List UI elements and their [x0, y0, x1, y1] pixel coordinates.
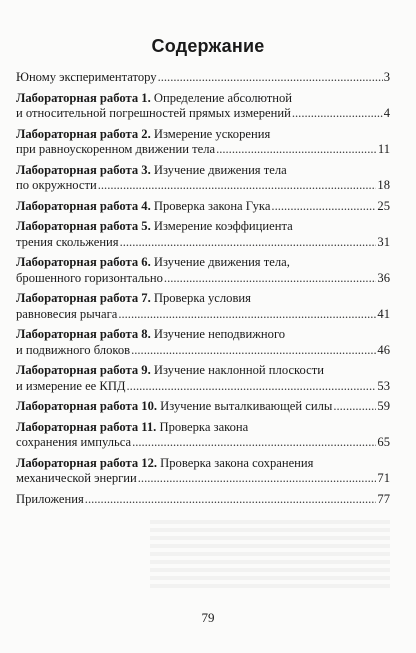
dot-leader [127, 379, 377, 395]
toc-entry[interactable] [16, 219, 390, 250]
toc-entry-text [16, 471, 137, 487]
toc-entry[interactable] [16, 327, 390, 358]
toc-entry-last-line [16, 471, 390, 487]
toc-entry-text [16, 235, 119, 251]
toc-entry-last-line [16, 271, 390, 287]
toc-entry[interactable] [16, 255, 390, 286]
page-number: 79 [201, 610, 215, 625]
toc-entry-text [16, 271, 163, 287]
toc-entry-last-line [16, 70, 390, 86]
dot-leader [138, 471, 377, 487]
toc-entry-text [16, 343, 130, 359]
toc-entry-title: при равноускоренном движении тела [16, 142, 216, 156]
toc-entry-line [16, 456, 390, 472]
toc-entry[interactable] [16, 399, 390, 415]
toc-entry-title: Проверка закона [156, 419, 249, 434]
dot-leader [120, 235, 377, 251]
toc-page-number: 77 [377, 491, 390, 506]
toc-entry-text [16, 127, 270, 141]
toc-entry-line [16, 91, 390, 107]
reverse-side-show-through [150, 520, 390, 590]
dot-leader [132, 435, 376, 451]
toc-entry-title: Изучение неподвижного [150, 327, 286, 341]
dot-leader [98, 178, 377, 194]
toc-entry[interactable] [16, 363, 390, 394]
lab-work-label: Лабораторная работа 1. [16, 90, 151, 105]
toc-entry-text [16, 307, 117, 323]
dot-leader [158, 70, 383, 86]
toc-entry-title: и подвижного блоков [16, 342, 131, 357]
toc-entry-last-line [16, 235, 390, 251]
toc-entry-title: сохранения импульса [16, 435, 132, 449]
toc-entry-title: по окружности [16, 178, 97, 192]
toc-entry-text [16, 178, 97, 194]
toc-page-number: 4 [383, 106, 390, 120]
toc-entry-title: Измерение ускорения [150, 126, 271, 141]
toc-entry[interactable] [16, 91, 390, 122]
toc-entry-last-line [16, 492, 390, 508]
lab-work-label: Лабораторная работа 5. [16, 219, 151, 233]
dot-leader [271, 199, 376, 215]
toc-page-number: 41 [377, 306, 390, 321]
toc-entry[interactable] [16, 420, 390, 451]
toc-entry[interactable] [16, 70, 390, 86]
toc-entry-title: Изучение движения тела, [150, 255, 290, 269]
toc-entry[interactable] [16, 199, 390, 215]
toc-entry-title: Проверка условия [150, 291, 251, 305]
toc-title: Содержание [151, 36, 265, 56]
toc-entry-text [16, 163, 287, 177]
toc-page-number: 71 [377, 471, 390, 485]
lab-work-label: Лабораторная работа 8. [16, 327, 151, 341]
toc-page-number: 25 [377, 198, 390, 213]
toc-entry-title: Изучение выталкивающей силы [157, 399, 333, 413]
toc-entry-line [16, 255, 390, 271]
toc-entry-title: Юному экспериментатору [16, 70, 157, 84]
toc-entry-last-line [16, 106, 390, 122]
toc-entry[interactable] [16, 163, 390, 194]
toc-page-number: 59 [377, 399, 390, 413]
toc-entry-line [16, 127, 390, 143]
toc-entry-line [16, 363, 390, 379]
toc-page-number: 18 [377, 178, 390, 192]
toc-entry-title: и относительной погрешностей прямых измерений [16, 106, 291, 120]
toc-entry-line [16, 291, 390, 307]
toc-entry-title: трения скольжения [16, 234, 119, 249]
dot-leader [292, 106, 383, 122]
toc-entry-last-line [16, 178, 390, 194]
lab-work-label: Лабораторная работа 9. [16, 363, 151, 377]
toc-entry-title: Проверка закона сохранения [157, 455, 314, 470]
toc-entry-text [16, 456, 313, 470]
toc-entry-title: и измерение ее КПД [16, 378, 126, 393]
toc-entry[interactable] [16, 291, 390, 322]
toc-entry-line [16, 327, 390, 343]
toc-entry-last-line [16, 142, 390, 158]
lab-work-label: Лабораторная работа 12. [16, 455, 158, 470]
toc-entry-title: равновесия рычага [16, 306, 118, 321]
dot-leader [131, 343, 376, 359]
toc-entry-text [16, 199, 270, 215]
toc-entry-title: Изучение наклонной плоскости [150, 363, 324, 377]
toc-page-number: 3 [383, 70, 390, 84]
toc-entry-title: Измерение коэффициента [150, 219, 293, 233]
toc-entry-last-line [16, 343, 390, 359]
toc-entry-title: Приложения [16, 491, 84, 506]
dot-leader [118, 307, 376, 323]
toc-entry-text [16, 379, 126, 395]
toc-page-number: 65 [377, 435, 390, 449]
toc-entry-last-line [16, 399, 390, 415]
toc-entry-text [16, 363, 324, 377]
lab-work-label: Лабораторная работа 3. [16, 162, 151, 177]
toc-entry-last-line [16, 199, 390, 215]
lab-work-label: Лабораторная работа 7. [16, 291, 151, 305]
toc-entry-text [16, 255, 290, 269]
toc-entry-title: механической энергии [16, 471, 137, 485]
toc-entry-text [16, 399, 332, 415]
toc-entry-text [16, 106, 291, 122]
lab-work-label: Лабораторная работа 10. [16, 399, 158, 413]
toc-entry-line [16, 219, 390, 235]
toc-entry-text [16, 291, 251, 305]
toc-entry-text [16, 420, 248, 434]
toc-entry-line [16, 420, 390, 436]
lab-work-label: Лабораторная работа 4. [16, 198, 151, 213]
toc-entry-title: Изучение движения тела [150, 162, 287, 177]
toc-entry-text [16, 435, 131, 451]
toc-entry[interactable] [16, 127, 390, 158]
toc-entry-last-line [16, 307, 390, 323]
lab-work-label: Лабораторная работа 2. [16, 126, 151, 141]
toc-entry-last-line [16, 435, 390, 451]
toc-entry-title: Проверка закона Гука [150, 198, 271, 213]
table-of-contents [16, 70, 390, 512]
toc-entry[interactable] [16, 492, 390, 508]
toc-entry-text [16, 70, 157, 86]
toc-page-number: 36 [377, 270, 390, 285]
toc-entry-title: брошенного горизонтально [16, 270, 163, 285]
lab-work-label: Лабораторная работа 6. [16, 255, 151, 269]
dot-leader [333, 399, 376, 415]
toc-page-number: 53 [377, 378, 390, 393]
toc-page-number: 11 [377, 142, 390, 156]
dot-leader [164, 271, 376, 287]
toc-entry-text [16, 91, 292, 105]
lab-work-label: Лабораторная работа 11. [16, 419, 157, 434]
toc-entry-text [16, 327, 285, 341]
toc-page-number: 31 [377, 234, 390, 249]
toc-entry-last-line [16, 379, 390, 395]
toc-entry-line [16, 163, 390, 179]
dot-leader [85, 492, 377, 508]
toc-entry-text [16, 142, 215, 158]
toc-entry-text [16, 219, 293, 233]
toc-entry-text [16, 492, 84, 508]
dot-leader [216, 142, 377, 158]
toc-entry-title: Определение абсолютной [150, 90, 293, 105]
toc-entry[interactable] [16, 456, 390, 487]
toc-page-number: 46 [377, 342, 390, 357]
